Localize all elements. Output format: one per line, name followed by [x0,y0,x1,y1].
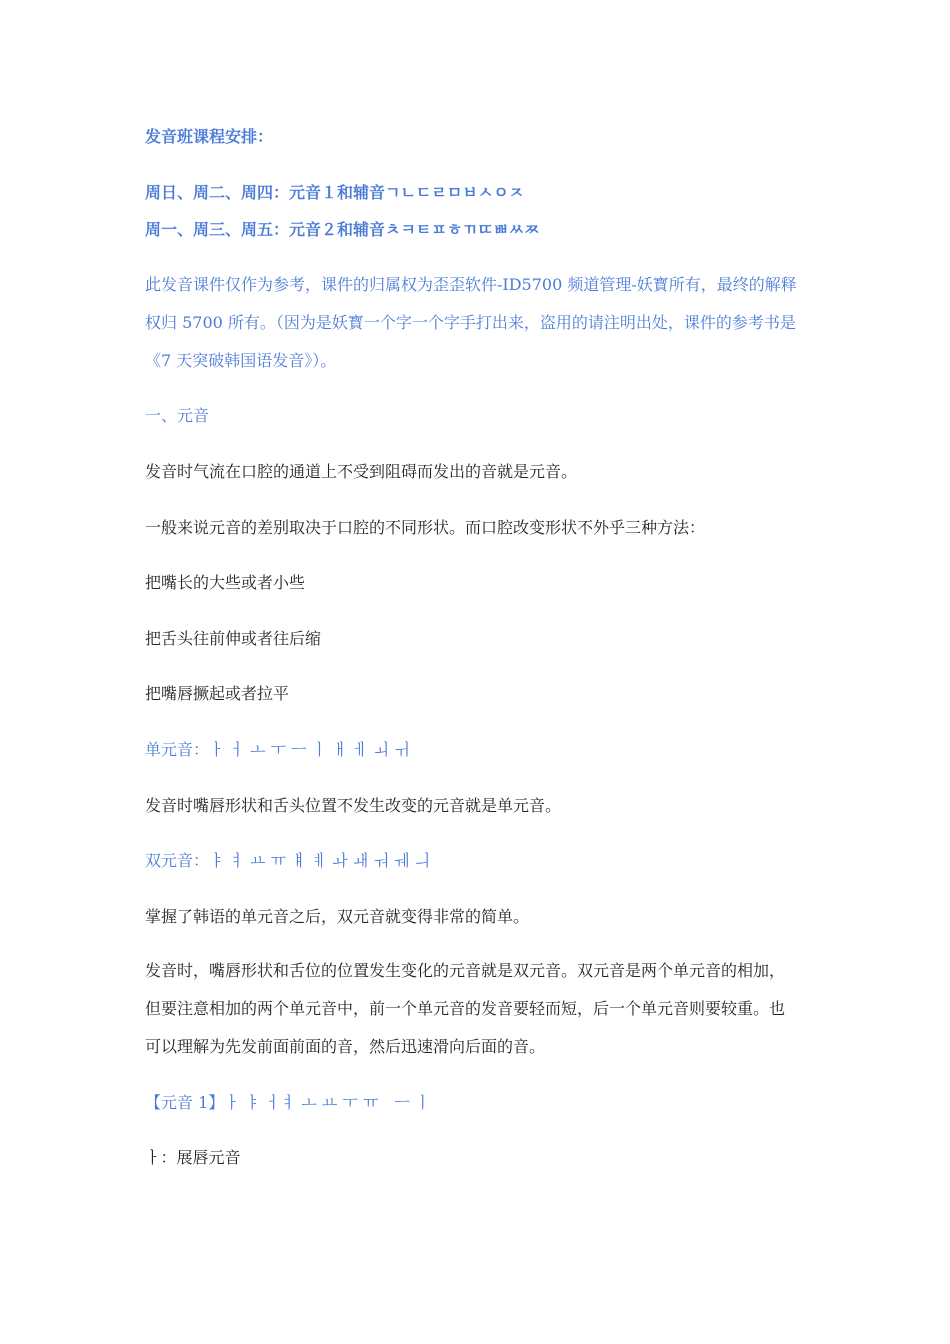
diphthong-label: 双元音：ㅑ ㅕ ㅛ ㅠ ㅒ ㅖ ㅘ ㅙ ㅝ ㅞ ㅢ [145,851,430,870]
diphthong-desc-line: 但要注意相加的两个单元音中，前一个单元音的发音要轻而短，后一个单元音则要较重。也 [145,999,786,1018]
notice-line: 权归 5700 所有。（因为是妖寳一个字一个字手打出来，盗用的请注明出处，课件的参考书是 [145,313,796,332]
vowel1-label: 【元音 1】ㅏ ㅑ ㅓㅕ ㅗ ㅛ ㅜ ㅠ ㅡ ㅣ [145,1093,431,1112]
monophthong-label: 单元音：ㅏ ㅓ ㅗ ㅜ ㅡ ㅣ ㅐ ㅔ ㅚ ㅟ [145,740,410,759]
method-2: 把舌头往前伸或者往后缩 [145,629,322,648]
diphthong-desc [145,952,815,1066]
section-title: 一、元音 [145,406,210,425]
method-3: 把嘴唇撅起或者拉平 [145,684,290,703]
diphthong-intro: 掌握了韩语的单元音之后，双元音就变得非常的简单。 [145,907,530,926]
copyright-notice [145,266,815,380]
notice-line: 此发音课件仅作为参考，课件的归属权为歪歪软件-ID5700 频道管理-妖寳所有，最终的解释 [145,275,797,294]
notice-line: 《7 天突破韩国语发音》）。 [145,351,337,370]
schedule-line-1: 周日、周二、周四：元音１和辅音ㄱㄴㄷㄹㅁㅂㅅㅇㅈ [145,183,525,202]
method-1: 把嘴长的大些或者小些 [145,573,306,592]
schedule-heading: 发音班课程安排： [145,127,274,146]
schedule-line-2: 周一、周三、周五：元音２和辅音ㅊㅋㅌㅍㅎㄲㄸㅃㅆㅉ [145,220,540,239]
vowel-general: 一般来说元音的差别取决于口腔的不同形状。而口腔改变形状不外乎三种方法： [145,518,706,537]
diphthong-desc-line: 可以理解为先发前面前面的音，然后迅速滑向后面的音。 [145,1037,546,1056]
monophthong-desc: 发音时嘴唇形状和舌头位置不发生改变的元音就是单元音。 [145,796,562,815]
diphthong-desc-line: 发音时，嘴唇形状和舌位的位置发生变化的元音就是双元音。双元音是两个单元音的相加， [145,961,786,980]
a-description: ㅏ：展唇元音 [145,1148,241,1167]
vowel-definition: 发音时气流在口腔的通道上不受到阻碍而发出的音就是元音。 [145,462,578,481]
